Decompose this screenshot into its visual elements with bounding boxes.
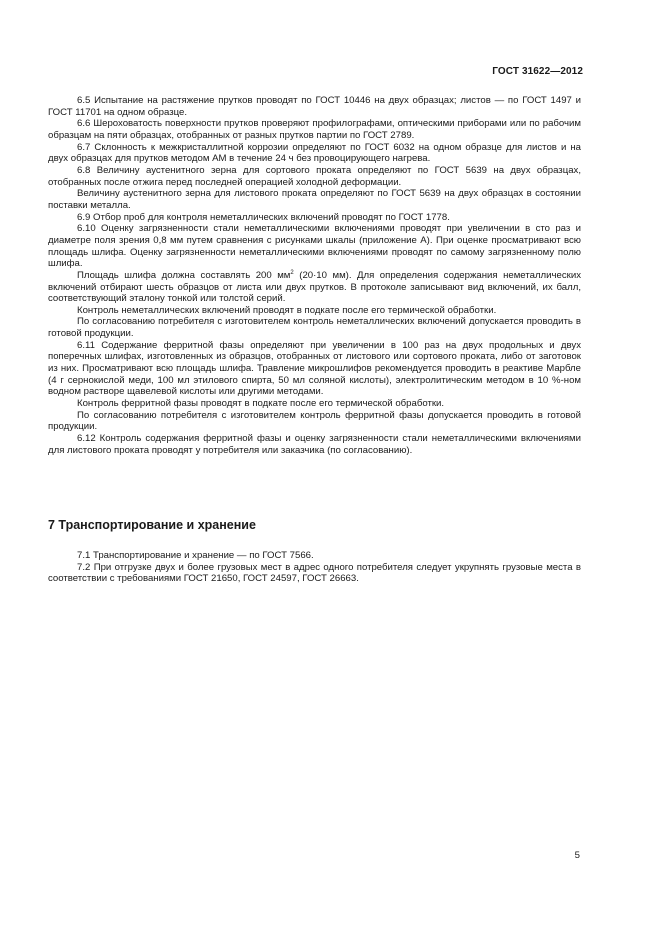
paragraph-inclusions-control: Контроль неметаллических включений проводят в подкате после его термической обработки. bbox=[77, 304, 497, 316]
document-header: ГОСТ 31622—2012 bbox=[492, 66, 583, 77]
paragraph-6-10: 6.10 Оценку загрязненности стали неметаллическими включениями проводят при увеличении в сто раз и диаметре поля зрения 0,8 мм путем сравнения с рисунками шкалы (приложение А). При оценке просматривают всю площадь шлифа. Оценку загрязненности неметаллическими включениями проводят по самому загрязненному полю шлифа. bbox=[48, 223, 581, 270]
paragraph-ferrite-agreement: По согласованию потребителя с изготовителем контроль ферритной фазы допускается проводить в готовой продукции. bbox=[48, 409, 581, 433]
paragraph-section-area bbox=[48, 270, 581, 305]
area-text-after: (20·10 мм). Для определения содержания неметаллических включений отбирают шесть образцов от листа или двух прутков. В протоколе записывают вид включений, их балл, соответствующий эталону тонкой или толстой серий. bbox=[48, 269, 581, 305]
paragraph-6-8: 6.8 Величину аустенитного зерна для сортового проката определяют по ГОСТ 5639 на двух образцах, отобранных после отжига перед последней операцией холодной деформации. bbox=[48, 164, 581, 188]
page-number: 5 bbox=[574, 850, 580, 861]
paragraph-6-7: 6.7 Склонность к межкристаллитной коррозии определяют по ГОСТ 6032 на одном образце для листов и на двух образцах для прутков методом АМ в течение 24 ч без провоцирующего нагрева. bbox=[48, 141, 581, 165]
paragraph-ferrite-control: Контроль ферритной фазы проводят в подкате после его термической обработки. bbox=[77, 398, 445, 410]
paragraph-6-8-sheet: Величину аустенитного зерна для листового проката определяют по ГОСТ 5639 на двух образцах в состоянии поставки металла. bbox=[48, 188, 581, 211]
paragraph-6-12: 6.12 Контроль содержания ферритной фазы и оценку загрязненности стали неметаллическими включениями для листового проката проводят у потребителя или заказчика (по согласованию). bbox=[48, 433, 581, 456]
area-superscript: 2 bbox=[290, 269, 294, 276]
paragraph-6-11: 6.11 Содержание ферритной фазы определяют при увеличении в 100 раз на двух продольных и двух поперечных шлифах, изготовленных из образцов, отобранных от листового или сортового проката, либо от заготовок из них. Просматривают всю площадь шлифа. Травление микрошлифов рекомендуется проводить в реактиве Марбле (4 г сернокислой меди, 100 мл этилового спирта, 50 мл соляной кислоты), электролитическим методом в 10 %-ном водном растворе щавелевой кислоты или другими методами. bbox=[48, 339, 581, 398]
paragraph-7-2: 7.2 При отгрузке двух и более грузовых мест в адрес одного потребителя следует укрупнять грузовые места в соответствии с требованиями ГОСТ 21650, ГОСТ 24597, ГОСТ 26663. bbox=[48, 561, 581, 585]
paragraph-6-6: 6.6 Шероховатость поверхности прутков проверяют профилографами, оптическими приборами или по рабочим образцам на пяти образцах, отобранных от разных прутков партии по ГОСТ 2789. bbox=[48, 118, 581, 141]
area-text-before: Площадь шлифа должна составлять 200 мм bbox=[77, 269, 291, 281]
paragraph-6-9: 6.9 Отбор проб для контроля неметаллических включений проводят по ГОСТ 1778. bbox=[77, 211, 450, 223]
paragraph-inclusions-agreement: По согласованию потребителя с изготовителем контроль неметаллических включений допускается проводить в готовой продукции. bbox=[48, 316, 581, 340]
section-6-body bbox=[48, 95, 581, 456]
paragraph-7-1: 7.1 Транспортирование и хранение — по ГОСТ 7566. bbox=[77, 550, 314, 561]
section-7-body bbox=[48, 550, 581, 585]
section-7-title: 7 Транспортирование и хранение bbox=[48, 518, 256, 532]
paragraph-6-5: 6.5 Испытание на растяжение прутков проводят по ГОСТ 10446 на двух образцах; листов — по ГОСТ 1497 и ГОСТ 11701 на одном образце. bbox=[48, 95, 581, 118]
